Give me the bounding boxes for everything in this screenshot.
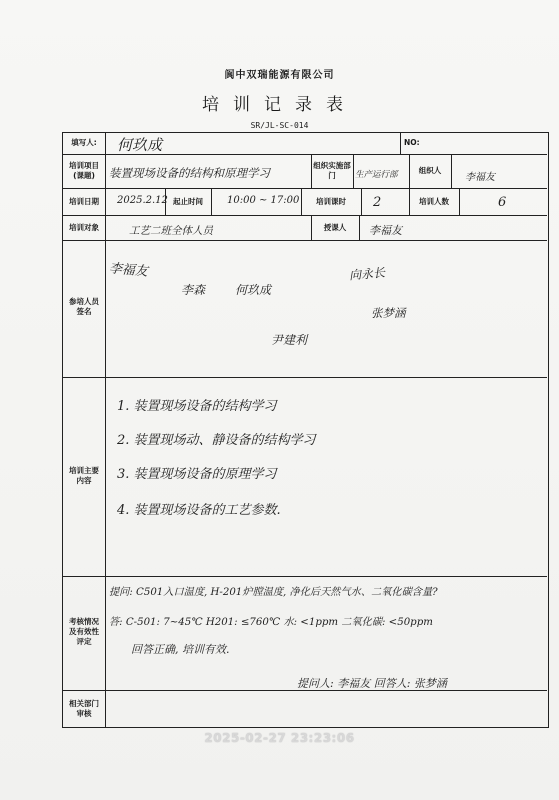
assessment-result: 回答正确, 培训有效. <box>131 643 230 656</box>
participant-signature: 何玖成 <box>235 283 272 297</box>
org-dept-value: 生产运行部 <box>355 170 398 180</box>
assessment-signatures: 提问人: 李福友 回答人: 张梦涵 <box>297 677 447 690</box>
no-label: NO: <box>404 138 420 147</box>
training-record-table <box>62 132 549 728</box>
date-value: 2025.2.12 <box>117 195 168 206</box>
target-value: 工艺二班全体人员 <box>129 225 213 237</box>
org-dept-label: 组织实施部门 <box>313 161 351 180</box>
content-item: 2. 装置现场动、静设备的结构学习 <box>117 433 316 448</box>
lecturer-label: 授课人 <box>323 223 347 232</box>
hours-value: 2 <box>373 195 382 210</box>
target-label: 培训对象 <box>69 223 99 232</box>
project-label: 培训项目(课题) <box>69 161 99 180</box>
content-item: 1. 装置现场设备的结构学习 <box>117 399 277 414</box>
assessment-label: 考核情况及有效性评定 <box>69 617 99 646</box>
participant-signature: 尹建利 <box>271 333 308 347</box>
participant-signature: 李森 <box>181 283 206 297</box>
page-title: 培训记录表 <box>202 95 357 115</box>
lecturer-value: 李福友 <box>369 224 402 237</box>
project-value: 装置现场设备的结构和原理学习 <box>109 166 270 180</box>
participant-signature: 向永长 <box>348 265 386 283</box>
content-item: 3. 装置现场设备的原理学习 <box>117 467 277 482</box>
form-code: SR/JL-SC-014 <box>250 121 309 130</box>
date-label: 培训日期 <box>69 197 99 206</box>
company-name: 阆中双瑞能源有限公司 <box>224 70 335 81</box>
time-value: 10:00 ~ 17:00 <box>227 195 300 206</box>
participants-label: 参培人员签名 <box>69 297 99 316</box>
organizer-value: 李福友 <box>465 172 495 183</box>
time-label: 起止时间 <box>173 197 203 206</box>
assessment-question: 提问: C501入口温度, H-201炉膛温度, 净化后天然气水、二氧化碳含量? <box>109 587 438 598</box>
content-item: 4. 装置现场设备的工艺参数. <box>117 503 281 518</box>
count-label: 培训人数 <box>419 197 449 206</box>
count-value: 6 <box>498 195 507 210</box>
assessment-answer: 答: C-501: 7~45℃ H201: ≤760℃ 水: <1ppm 二氧化碳: <50ppm <box>109 617 433 628</box>
hours-label: 培训课时 <box>316 197 346 206</box>
participant-signature: 张梦涵 <box>371 306 406 320</box>
review-label: 相关部门审核 <box>69 699 99 718</box>
filler-label: 填写人: <box>71 138 97 147</box>
participant-signature: 李福友 <box>108 261 149 280</box>
content-label: 培训主要内容 <box>69 466 99 485</box>
scan-timestamp: 2025-02-27 23:23:06 <box>204 731 355 745</box>
filler-value: 何玖成 <box>117 136 163 154</box>
organizer-label: 组织人 <box>418 166 442 175</box>
